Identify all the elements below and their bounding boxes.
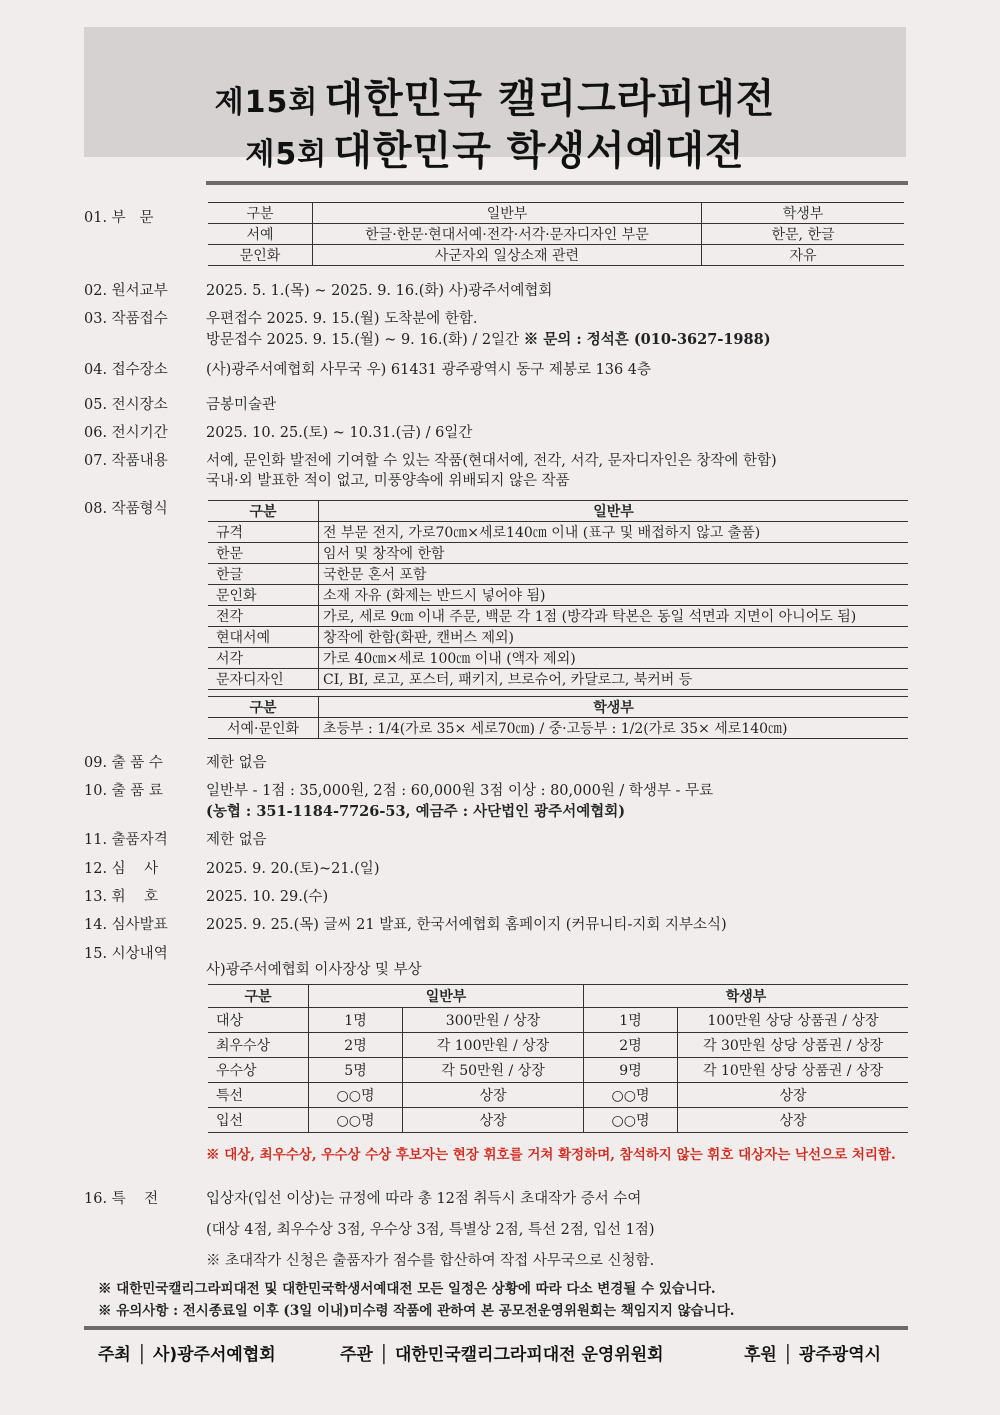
section-label: 05. 전시장소: [84, 397, 168, 413]
table-cell: ○○명: [309, 1083, 403, 1108]
bottom-divider: [84, 1326, 908, 1330]
table-cell: 한글: [208, 564, 319, 585]
table-cell: 서예·문인화: [208, 718, 319, 739]
section-label: 02. 원서교부: [84, 283, 168, 299]
section-label: 01. 부 문: [84, 210, 154, 226]
section-07-line-2: [84, 469, 914, 489]
table-row: [208, 1058, 908, 1083]
table-header-row: [208, 203, 904, 224]
note-text: ※ 대한민국캘리그라피대전 및 대한민국학생서예대전 모든 일정은 상황에 따라 다소 변경될 수 있습니다.: [98, 1281, 716, 1297]
section-16: [84, 1187, 914, 1207]
section-value: 우편접수 2025. 9. 15.(월) 도착분에 한함.: [206, 311, 478, 327]
section-12: [84, 857, 914, 877]
footer-value: 광주광역시: [798, 1345, 882, 1365]
section-05: [84, 393, 914, 413]
section-label: 03. 작품접수: [84, 311, 168, 327]
table-cell: 9명: [584, 1058, 678, 1083]
table-cell: 300만원 / 상장: [403, 1008, 584, 1033]
section-value: (사)광주서예협회 사무국 우) 61431 광주광역시 동구 제봉로 136 4층: [206, 362, 652, 378]
footer-label: 주관: [340, 1345, 373, 1365]
table-cell: 상장: [678, 1083, 909, 1108]
table-cell: 임서 및 창작에 한함: [319, 543, 909, 564]
table-cell: 가로, 세로 9㎝ 이내 주문, 백문 각 1점 (방각과 탁본은 동일 석면과 지면이 아니어도 됨): [319, 606, 909, 627]
table-cell: 각 10만원 상당 상품권 / 상장: [678, 1058, 909, 1083]
footer-label: 주최: [98, 1345, 131, 1365]
section-value: 2025. 10. 29.(수): [206, 889, 329, 905]
table-cell: ○○명: [584, 1108, 678, 1133]
table-cell: 2명: [584, 1033, 678, 1058]
section-value: 국내·외 발표한 적이 없고, 미풍양속에 위배되지 않은 작품: [206, 473, 570, 489]
table-cell: 최우수상: [208, 1033, 309, 1058]
table-cell: 1명: [309, 1008, 403, 1033]
section-label: 06. 전시기간: [84, 425, 168, 441]
table-row: [208, 669, 908, 690]
title-banner: [84, 27, 906, 174]
section-14: [84, 913, 914, 933]
table-row: [208, 1108, 908, 1133]
section-06: [84, 421, 914, 441]
table-cell: 상장: [678, 1108, 909, 1133]
table-cell: 각 100만원 / 상장: [403, 1033, 584, 1058]
table-cell: 규격: [208, 522, 319, 543]
table-row: [208, 1008, 908, 1033]
section-label: 15. 시상내역: [84, 946, 168, 962]
table-row: [208, 718, 908, 739]
section-value: 방문접수 2025. 9. 15.(월) ~ 9. 16.(화) / 2일간: [206, 332, 524, 348]
footer-host: 주최 │ 사)광주서예협회: [98, 1345, 276, 1365]
section-03-line-2: [84, 328, 914, 348]
table-cell: 각 50만원 / 상장: [403, 1058, 584, 1083]
title-1-main: 대한민국 캘리그라피대전: [324, 76, 776, 122]
section-label: 12. 심 사: [84, 861, 159, 877]
table-cell: 각 30만원 상당 상품권 / 상장: [678, 1033, 909, 1058]
table-row: [208, 1033, 908, 1058]
section-16-line-2: [84, 1218, 914, 1238]
title-2-main: 대한민국 학생서예대전: [333, 128, 745, 174]
section-label: 16. 특 전: [84, 1191, 159, 1207]
footer-organizer: 주관 │ 대한민국캘리그라피대전 운영위원회: [340, 1345, 664, 1365]
section-03: [84, 307, 914, 327]
table-cell: 상장: [403, 1108, 584, 1133]
table-cell: ○○명: [584, 1083, 678, 1108]
header-cell: 학생부: [319, 697, 909, 718]
section-value: ※ 초대작가 신청은 출품자가 점수를 합산하여 작접 사무국으로 신청함.: [206, 1253, 655, 1269]
table-cell: 초등부 : 1/4(가로 35× 세로70㎝) / 중·고등부 : 1/2(가로 35× 세로140㎝): [319, 718, 909, 739]
table-cell: 입선: [208, 1108, 309, 1133]
table-header-row: [208, 501, 908, 522]
table-row: [208, 627, 908, 648]
table-cell: 사군자외 일상소재 관련: [313, 245, 702, 266]
table-row: [208, 564, 908, 585]
footer-sponsor: 후원 │ 광주광역시: [744, 1345, 882, 1365]
section-value: 2025. 5. 1.(목) ~ 2025. 9. 16.(화) 사)광주서예협회: [206, 283, 553, 299]
section-value: 제한 없음: [206, 832, 267, 848]
header-cell: 구분: [208, 985, 309, 1008]
table-cell: 문자디자인: [208, 669, 319, 690]
table-cell: 소재 자유 (화제는 반드시 넣어야 됨): [319, 585, 909, 606]
section-value: 제한 없음: [206, 755, 267, 771]
format-table: [208, 500, 908, 690]
footer-value: 사)광주서예협회: [152, 1345, 276, 1365]
header-cell: 구분: [208, 501, 319, 522]
table-cell: 한글·한문·현대서예·전각·서각·문자디자인 부문: [313, 224, 702, 245]
table-row: [208, 224, 904, 245]
award-note: ※ 대상, 최우수상, 우수상 수상 후보자는 현장 휘호를 거쳐 확정하며, 참석하지 않는 휘호 대상자는 낙선으로 처리함.: [206, 1147, 896, 1163]
table-cell: 특선: [208, 1083, 309, 1108]
contact-info: ※ 문의 : 정석흔 (010-3627-1988): [523, 331, 771, 348]
table-row: [208, 543, 908, 564]
table-header-row: [208, 697, 908, 718]
table-row: [208, 606, 908, 627]
section-07: [84, 449, 914, 469]
award-note-row: [84, 1143, 914, 1163]
section-label: 07. 작품내용: [84, 453, 168, 469]
award-table: [208, 984, 908, 1133]
bank-info: (농협 : 351-1184-7726-53, 예금주 : 사단법인 광주서예협회): [206, 803, 626, 820]
table-cell: 한문: [208, 543, 319, 564]
section-value: 2025. 10. 25.(토) ~ 10.31.(금) / 6일간: [206, 425, 473, 441]
header-cell: 구분: [208, 203, 313, 224]
title-line-2: [84, 119, 906, 176]
section-10: [84, 779, 914, 799]
table-cell: 전각: [208, 606, 319, 627]
section-13: [84, 885, 914, 905]
table-cell: 가로 40㎝×세로 100㎝ 이내 (액자 제외): [319, 648, 909, 669]
header-cell: 일반부: [319, 501, 909, 522]
table-cell: 자유: [702, 245, 905, 266]
table-cell: 우수상: [208, 1058, 309, 1083]
section-value: 서예, 문인화 발전에 기여할 수 있는 작품(현대서예, 전각, 서각, 문자디자인은 창작에 한함): [206, 453, 777, 469]
table-cell: 창작에 한함(화판, 캔버스 제외): [319, 627, 909, 648]
section-value: 입상자(입선 이상)는 규정에 따라 총 12점 취득시 초대작가 증서 수여: [206, 1191, 642, 1207]
section-value: 2025. 9. 25.(목) 글씨 21 발표, 한국서예협회 홈페이지 (커뮤니티-지회 지부소식): [206, 917, 727, 933]
note-caution: [98, 1299, 928, 1319]
student-format-table: [208, 696, 908, 739]
table-cell: 현대서예: [208, 627, 319, 648]
header-cell: 일반부: [309, 985, 584, 1008]
division-table: [208, 202, 904, 266]
table-cell: 100만원 상당 상품권 / 상장: [678, 1008, 909, 1033]
section-15-sub: [84, 958, 914, 978]
section-value: 일반부 - 1점 : 35,000원, 2점 : 60,000원 3점 이상 : 80,000원 / 학생부 - 무료: [206, 783, 714, 799]
table-cell: 서각: [208, 648, 319, 669]
title-1-prefix: 제15회: [214, 85, 319, 120]
section-10-line-2: [84, 800, 914, 820]
table-header-row: [208, 985, 908, 1008]
section-04: [84, 358, 914, 378]
section-16-line-3: [84, 1249, 914, 1269]
header-cell: 일반부: [313, 203, 702, 224]
header-cell: 학생부: [584, 985, 909, 1008]
footer-label: 후원: [744, 1345, 777, 1365]
header-cell: 구분: [208, 697, 319, 718]
section-label: 13. 휘 호: [84, 889, 159, 905]
section-label: 08. 작품형식: [84, 501, 168, 517]
note-text: ※ 유의사항 : 전시종료일 이후 (3일 이내)미수령 작품에 관하여 본 공모전운영위원회는 책임지지 않습니다.: [98, 1303, 735, 1319]
top-divider: [206, 181, 908, 185]
table-cell: 2명: [309, 1033, 403, 1058]
table-cell: 한문, 한글: [702, 224, 905, 245]
table-row: [208, 522, 908, 543]
table-cell: 문인화: [208, 585, 319, 606]
table-cell: 1명: [584, 1008, 678, 1033]
section-label: 10. 출 품 료: [84, 783, 163, 799]
section-value: 금봉미술관: [206, 397, 277, 413]
section-value: (대상 4점, 최우수상 3점, 우수상 3점, 특별상 2점, 특선 2점, 입선 1점): [206, 1222, 655, 1238]
table-cell: 전 부문 전지, 가로70㎝×세로140㎝ 이내 (표구 및 배접하지 않고 출품): [319, 522, 909, 543]
title-2-prefix: 제5회: [245, 137, 328, 172]
section-02: [84, 279, 914, 299]
section-09: [84, 751, 914, 771]
table-row: [208, 1083, 908, 1108]
section-label: 09. 출 품 수: [84, 755, 163, 771]
title-line-1: [84, 67, 906, 124]
table-row: [208, 245, 904, 266]
table-cell: ○○명: [309, 1108, 403, 1133]
section-11: [84, 828, 914, 848]
table-cell: CI, BI, 로고, 포스터, 패키지, 브로슈어, 카달로그, 북커버 등: [319, 669, 909, 690]
section-value: 2025. 9. 20.(토)~21.(일): [206, 861, 380, 877]
table-cell: 5명: [309, 1058, 403, 1083]
table-cell: 대상: [208, 1008, 309, 1033]
footer-value: 대한민국캘리그라피대전 운영위원회: [394, 1345, 664, 1365]
award-subtitle: 사)광주서예협회 이사장상 및 부상: [206, 962, 422, 978]
header-cell: 학생부: [702, 203, 905, 224]
table-row: [208, 585, 908, 606]
table-cell: 국한문 혼서 포함: [319, 564, 909, 585]
note-schedule: [98, 1277, 928, 1297]
section-label: 11. 출품자격: [84, 832, 168, 848]
table-cell: 서예: [208, 224, 313, 245]
section-label: 04. 접수장소: [84, 362, 168, 378]
table-cell: 상장: [403, 1083, 584, 1108]
section-label: 14. 심사발표: [84, 917, 168, 933]
table-cell: 문인화: [208, 245, 313, 266]
table-row: [208, 648, 908, 669]
